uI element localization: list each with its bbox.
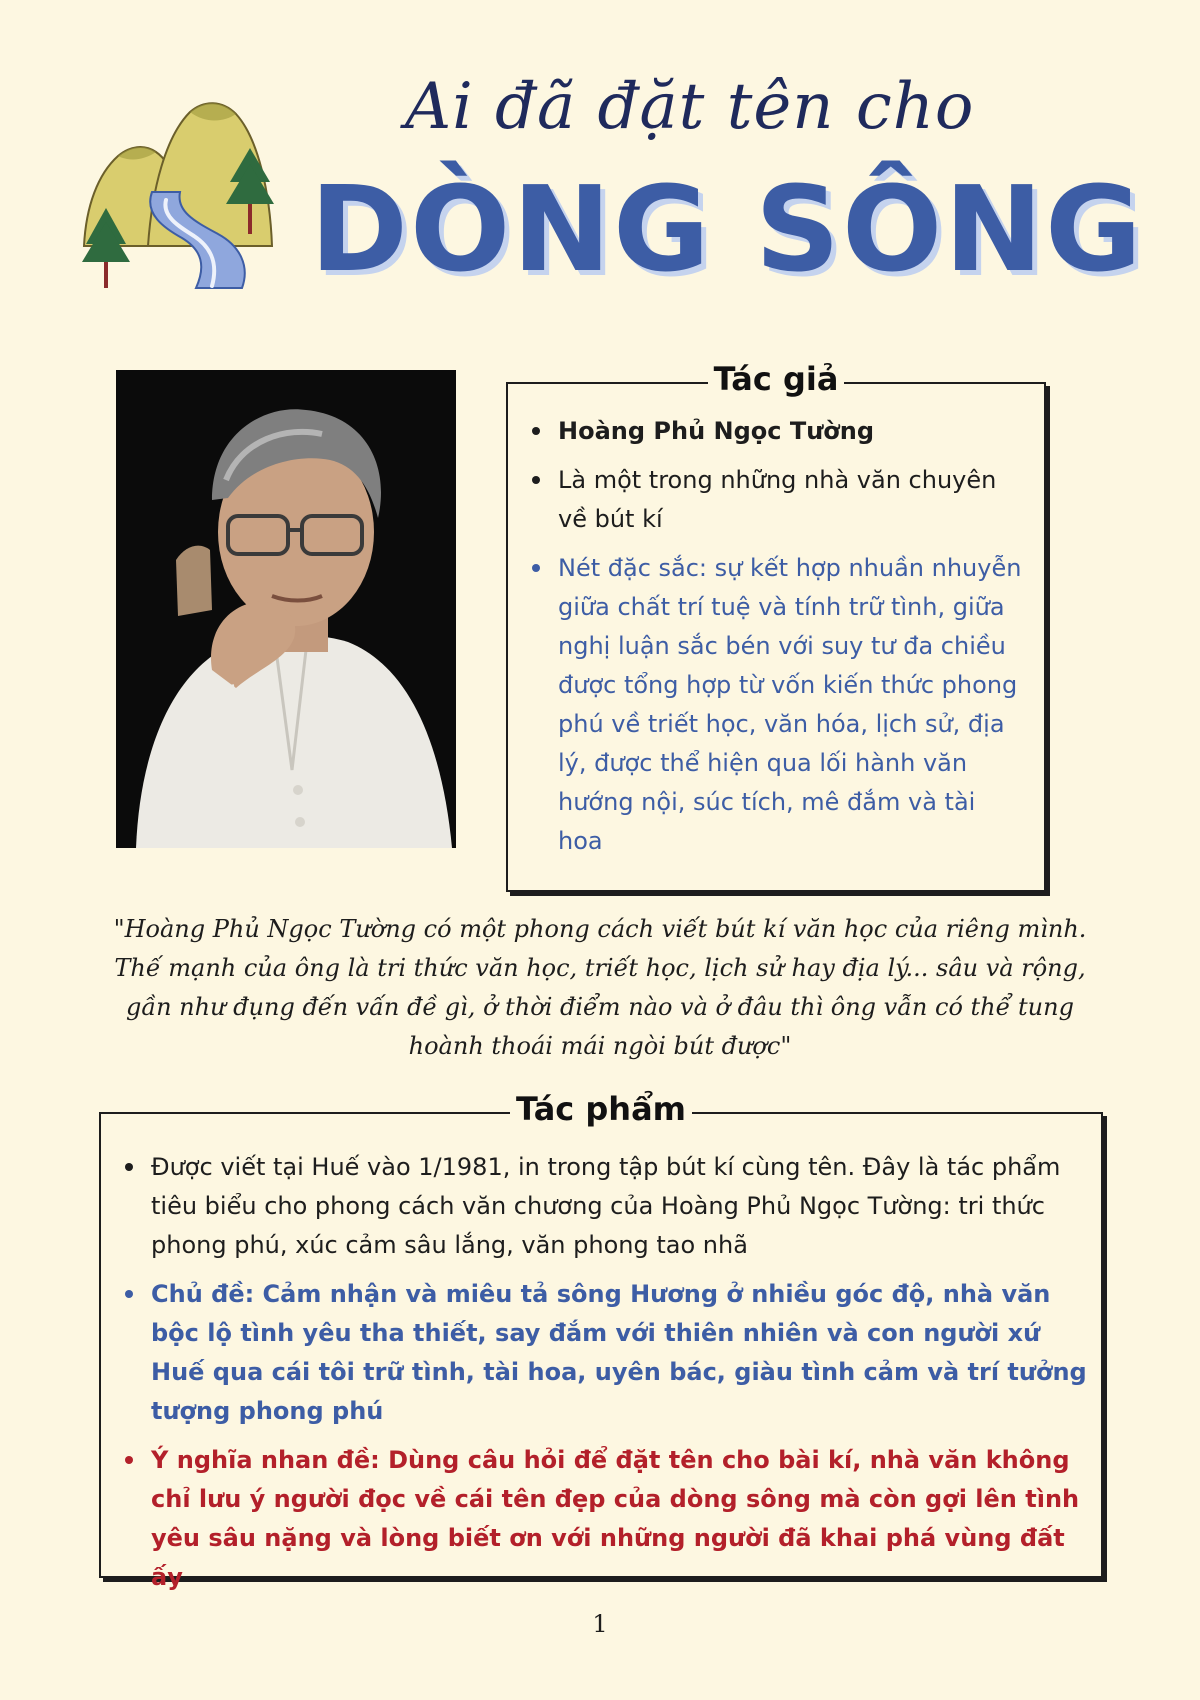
author-style-item: Nét đặc sắc: sự kết hợp nhuần nhuyễn giữa chất trí tuệ và tính trữ tình, giữa nghị luận sắc bén với suy tư đa chiều được tổng hợp từ vốn kiến thức phong phú về triết học, văn hóa, lịch sử, địa lý, được thể hiện qua lối hành văn hướng nội, súc tích, mê đắm và tài hoa <box>526 549 1026 861</box>
page-subtitle: Ai đã đặt tên cho <box>405 70 975 144</box>
author-name-item: Hoàng Phủ Ngọc Tường <box>526 412 1026 451</box>
critic-quote: "Hoàng Phủ Ngọc Tường có một phong cách viết bút kí văn học của riêng mình. Thế mạnh của ông là tri thức văn học, triết học, lịch sử hay địa lý... sâu và rộng, gần như đụng đến vấn đề gì, ở thời điểm nào và ở đâu thì ông vẫn có thể tung hoành thoái mái ngòi bút được" <box>113 915 1087 1060</box>
work-list <box>119 1148 1099 1607</box>
work-theme-item: Chủ đề: Cảm nhận và miêu tả sông Hương ở nhiều góc độ, nhà văn bộc lộ tình yêu tha thiết, say đắm với thiên nhiên và con người xứ Huế qua cái tôi trữ tình, tài hoa, uyên bác, giàu tình cảm và trí tưởng tượng phong phú <box>119 1275 1099 1431</box>
mountain-river-illustration <box>78 96 298 291</box>
page-title: DÒNG SÔNG <box>310 160 1144 298</box>
author-section-heading: Tác giả <box>708 360 845 398</box>
author-list <box>526 412 1026 871</box>
work-section-heading: Tác phẩm <box>510 1090 692 1128</box>
work-section <box>99 1090 1103 1591</box>
portrait-illustration <box>116 370 456 848</box>
page-number: 1 <box>592 1610 608 1638</box>
author-genre-item: Là một trong những nhà văn chuyên về bút kí <box>526 461 1026 539</box>
work-title-meaning-item: Ý nghĩa nhan đề: Dùng câu hỏi để đặt tên cho bài kí, nhà văn không chỉ lưu ý người đọc về cái tên đẹp của dòng sông mà còn gợi lên tình yêu sâu nặng và lòng biết ơn với những người đã khai phá vùng đất ấy <box>119 1441 1099 1597</box>
author-portrait <box>116 370 456 848</box>
work-origin-item: Được viết tại Huế vào 1/1981, in trong tập bút kí cùng tên. Đây là tác phẩm tiêu biểu cho phong cách văn chương của Hoàng Phủ Ngọc Tường: tri thức phong phú, xúc cảm sâu lắng, văn phong tao nhã <box>119 1148 1099 1265</box>
author-section <box>506 360 1046 892</box>
